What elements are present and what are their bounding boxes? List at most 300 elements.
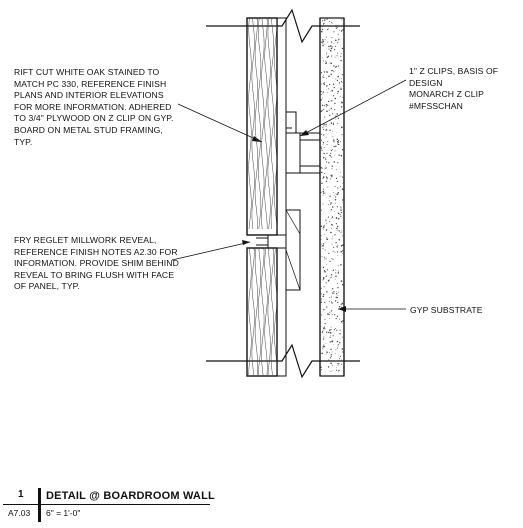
gyp-stipple-dot bbox=[330, 277, 331, 278]
gyp-stipple-dot bbox=[336, 228, 338, 230]
gyp-stipple-dot bbox=[338, 154, 339, 155]
gyp-stipple-dot bbox=[334, 211, 335, 212]
gyp-stipple-dot bbox=[336, 270, 337, 271]
gyp-stipple-dot bbox=[327, 269, 328, 270]
gyp-stipple-dot bbox=[327, 187, 328, 188]
gyp-stipple-dot bbox=[328, 49, 329, 50]
gyp-stipple-dot bbox=[321, 293, 322, 294]
gyp-stipple-dot bbox=[337, 341, 338, 342]
break-line-top bbox=[206, 10, 360, 42]
gyp-stipple-dot bbox=[333, 122, 334, 123]
gyp-stipple-dot bbox=[327, 57, 329, 59]
wood-grain-line bbox=[252, 249, 255, 375]
gyp-stipple-dot bbox=[328, 253, 329, 254]
gyp-stipple-dot bbox=[322, 245, 324, 247]
gyp-stipple-dot bbox=[328, 28, 329, 29]
gyp-stipple-dot bbox=[333, 71, 334, 72]
gyp-stipple-dot bbox=[332, 259, 333, 260]
gyp-stipple-dot bbox=[338, 272, 339, 273]
gyp-stipple-dot bbox=[321, 72, 322, 73]
gyp-stipple-dot bbox=[342, 284, 344, 286]
gyp-stipple-dot bbox=[335, 275, 337, 277]
gyp-stipple-dot bbox=[342, 82, 343, 83]
gyp-stipple-dot bbox=[323, 24, 324, 25]
gyp-stipple-dot bbox=[337, 348, 338, 349]
gyp-stipple-dot bbox=[340, 252, 341, 253]
gyp-stipple-dot bbox=[331, 156, 332, 157]
gyp-stipple-dot bbox=[333, 65, 334, 66]
gyp-stipple-dot bbox=[329, 196, 330, 197]
gyp-stipple-dot bbox=[334, 87, 335, 88]
gyp-stipple-dot bbox=[334, 234, 335, 235]
gyp-stipple-dot bbox=[323, 157, 324, 158]
wood-grain-line bbox=[268, 19, 271, 229]
gyp-stipple-dot bbox=[326, 276, 327, 277]
gyp-stipple-dot bbox=[331, 74, 332, 75]
gyp-stipple-dot bbox=[338, 370, 339, 371]
gyp-stipple-dot bbox=[322, 39, 324, 41]
gyp-stipple-dot bbox=[341, 321, 343, 323]
gyp-stipple-dot bbox=[324, 105, 325, 106]
gyp-stipple-dot bbox=[324, 286, 325, 287]
gyp-stipple-dot bbox=[322, 26, 323, 27]
gyp-stipple-dot bbox=[325, 130, 326, 131]
gyp-stipple-dot bbox=[336, 28, 337, 29]
gyp-stipple-dot bbox=[324, 82, 325, 83]
gyp-stipple-dot bbox=[322, 20, 323, 21]
gyp-stipple-dot bbox=[331, 22, 332, 23]
gyp-stipple-dot bbox=[320, 192, 321, 193]
reglet-reveal bbox=[247, 235, 286, 248]
gyp-stipple-dot bbox=[342, 176, 343, 177]
gyp-stipple-dot bbox=[340, 172, 341, 173]
gyp-stipple-dot bbox=[322, 256, 323, 257]
gyp-stipple-dot bbox=[328, 46, 330, 48]
wood-grain-line bbox=[252, 19, 255, 229]
gyp-stipple-dot bbox=[341, 245, 343, 247]
gyp-stipple-dot bbox=[326, 343, 327, 344]
gyp-stipple-dot bbox=[342, 183, 343, 184]
gyp-stipple-dot bbox=[322, 127, 323, 128]
gyp-stipple-dot bbox=[342, 177, 343, 178]
gyp-stipple-dot bbox=[331, 224, 333, 226]
wood-grain-line bbox=[258, 249, 261, 375]
gyp-stipple-dot bbox=[323, 337, 324, 338]
gyp-stipple-dot bbox=[330, 332, 331, 333]
gyp-stipple-dot bbox=[329, 84, 330, 85]
gyp-stipple-dot bbox=[332, 288, 333, 289]
gyp-stipple-dot bbox=[341, 280, 343, 282]
gyp-stipple-dot bbox=[333, 139, 334, 140]
gyp-stipple-dot bbox=[320, 91, 321, 92]
gyp-stipple-dot bbox=[341, 78, 342, 79]
gyp-stipple-dot bbox=[333, 344, 334, 345]
gyp-stipple-dot bbox=[329, 297, 330, 298]
wood-grain-line bbox=[258, 19, 261, 229]
note-z-clips: 1" Z CLIPS, BASIS OF DESIGN MONARCH Z CLIP #MFSSCHAN bbox=[409, 66, 499, 111]
gyp-stipple-dot bbox=[323, 75, 324, 76]
gyp-stipple-dot bbox=[338, 213, 340, 215]
gyp-stipple-dot bbox=[321, 172, 322, 173]
gyp-stipple-dot bbox=[339, 83, 340, 84]
gyp-stipple-dot bbox=[340, 60, 341, 61]
wood-grain-line bbox=[268, 249, 271, 375]
gyp-stipple-dot bbox=[321, 84, 322, 85]
gyp-stipple-dot bbox=[333, 31, 334, 32]
gyp-stipple-dot bbox=[331, 296, 332, 297]
gyp-stipple-dot bbox=[342, 323, 343, 324]
gyp-stipple-dot bbox=[337, 93, 338, 94]
gyp-stipple-dot bbox=[341, 231, 342, 232]
break-line-bottom bbox=[206, 345, 360, 377]
gyp-stipple-dot bbox=[335, 194, 336, 195]
gyp-stipple-dot bbox=[323, 338, 324, 339]
gyp-stipple-dot bbox=[331, 165, 332, 166]
gyp-stipple-dot bbox=[338, 192, 339, 193]
gyp-stipple-dot bbox=[333, 146, 334, 147]
gyp-stipple-dot bbox=[321, 353, 323, 355]
gyp-stipple-dot bbox=[342, 202, 343, 203]
gyp-stipple-dot bbox=[336, 169, 337, 170]
gyp-stipple-dot bbox=[332, 238, 333, 239]
gyp-stipple-dot bbox=[341, 360, 342, 361]
gyp-stipple-dot bbox=[336, 370, 337, 371]
gyp-stipple-dot bbox=[330, 357, 331, 358]
gyp-stipple-dot bbox=[321, 148, 322, 149]
gyp-stipple-dot bbox=[323, 345, 324, 346]
gyp-stipple-dot bbox=[326, 351, 328, 353]
gyp-stipple-dot bbox=[321, 111, 322, 112]
gyp-stipple-dot bbox=[329, 120, 330, 121]
gyp-stipple-dot bbox=[335, 57, 336, 58]
gyp-stipple-dot bbox=[323, 23, 324, 24]
gyp-stipple-dot bbox=[341, 304, 342, 305]
gyp-stipple-dot bbox=[321, 94, 322, 95]
gyp-stipple-dot bbox=[329, 318, 330, 319]
gyp-stipple-dot bbox=[337, 162, 338, 163]
gyp-stipple-dot bbox=[325, 39, 326, 40]
gyp-stipple-dot bbox=[323, 191, 325, 193]
gyp-stipple-dot bbox=[342, 97, 343, 98]
gyp-stipple-dot bbox=[342, 74, 343, 75]
gyp-stipple-dot bbox=[324, 173, 325, 174]
gyp-stipple-dot bbox=[322, 332, 323, 333]
gyp-stipple-dot bbox=[341, 101, 342, 102]
gyp-stipple-dot bbox=[331, 63, 332, 64]
gyp-stipple-dot bbox=[326, 223, 327, 224]
note-white-oak-panel: RIFT CUT WHITE OAK STAINED TO MATCH PC 330, REFERENCE FINISH PLANS AND INTERIOR ELEVATIONS FOR MORE INFORMATION. ADHERED TO 3/4" PLYWOOD ON Z CLIP ON GYP. BOARD ON METAL STUD FRAMING, TYP. bbox=[14, 67, 174, 147]
gyp-stipple-dot bbox=[332, 113, 333, 114]
gyp-stipple-dot bbox=[336, 193, 338, 195]
gyp-stipple-dot bbox=[335, 196, 336, 197]
gyp-stipple-dot bbox=[333, 141, 334, 142]
gyp-stipple-dot bbox=[329, 352, 330, 353]
gyp-stipple-dot bbox=[342, 303, 344, 305]
gyp-stipple-dot bbox=[323, 129, 324, 130]
gyp-stipple-dot bbox=[337, 143, 338, 144]
gyp-stipple-dot bbox=[333, 83, 334, 84]
gyp-stipple-dot bbox=[326, 104, 328, 106]
gyp-stipple-dot bbox=[321, 134, 322, 135]
gyp-stipple-dot bbox=[329, 261, 330, 262]
gyp-stipple-dot bbox=[330, 232, 332, 234]
gyp-stipple-dot bbox=[324, 19, 325, 20]
gyp-stipple-dot bbox=[325, 126, 326, 127]
gyp-stipple-dot bbox=[326, 291, 327, 292]
gyp-stipple-dot bbox=[329, 155, 330, 156]
gyp-stipple-dot bbox=[321, 146, 322, 147]
gyp-stipple-dot bbox=[323, 277, 325, 279]
gyp-stipple-dot bbox=[336, 330, 337, 331]
gyp-stipple-dot bbox=[321, 314, 322, 315]
gyp-stipple-dot bbox=[334, 43, 335, 44]
gyp-stipple-dot bbox=[342, 244, 343, 245]
gyp-stipple-dot bbox=[330, 153, 331, 154]
gyp-stipple-dot bbox=[336, 297, 337, 298]
title-divider-bar bbox=[38, 488, 41, 522]
gyp-stipple-dot bbox=[342, 48, 343, 49]
gyp-stipple-dot bbox=[333, 26, 334, 27]
gyp-stipple-dot bbox=[332, 206, 334, 208]
gyp-stipple-dot bbox=[323, 330, 324, 331]
gyp-stipple-dot bbox=[329, 21, 330, 22]
gyp-stipple-dot bbox=[331, 100, 332, 101]
gyp-stipple-dot bbox=[325, 166, 326, 167]
gyp-stipple-dot bbox=[331, 37, 332, 38]
gyp-stipple-dot bbox=[332, 244, 333, 245]
gyp-stipple-dot bbox=[325, 168, 326, 169]
gyp-stipple-dot bbox=[329, 279, 330, 280]
gyp-stipple-dot bbox=[323, 126, 324, 127]
gyp-stipple-dot bbox=[331, 274, 332, 275]
gyp-stipple-dot bbox=[324, 328, 325, 329]
gyp-stipple-dot bbox=[335, 79, 336, 80]
gyp-stipple-dot bbox=[338, 365, 339, 366]
gyp-stipple-dot bbox=[331, 91, 332, 92]
gyp-stipple-dot bbox=[323, 60, 324, 61]
gyp-stipple-dot bbox=[326, 237, 327, 238]
gyp-stipple-dot bbox=[339, 30, 340, 31]
gyp-stipple-dot bbox=[329, 115, 330, 116]
gyp-stipple-dot bbox=[335, 269, 336, 270]
gyp-stipple-dot bbox=[342, 320, 343, 321]
gyp-stipple-dot bbox=[337, 363, 338, 364]
gyp-stipple-dot bbox=[334, 155, 335, 156]
gyp-stipple-dot bbox=[335, 203, 336, 204]
gyp-stipple-dot bbox=[341, 19, 342, 20]
gyp-stipple-dot bbox=[326, 264, 327, 265]
gyp-stipple-dot bbox=[322, 348, 323, 349]
gyp-stipple-dot bbox=[322, 105, 323, 106]
gyp-stipple-dot bbox=[331, 123, 332, 124]
gyp-stipple-dot bbox=[335, 300, 336, 301]
gyp-stipple-dot bbox=[327, 92, 328, 93]
gyp-stipple-dot bbox=[330, 178, 331, 179]
gyp-stipple-dot bbox=[326, 332, 327, 333]
gyp-stipple-dot bbox=[331, 209, 332, 210]
gyp-stipple-dot bbox=[331, 108, 332, 109]
gyp-stipple-dot bbox=[326, 158, 327, 159]
gyp-stipple-dot bbox=[340, 141, 341, 142]
gyp-stipple-dot bbox=[339, 79, 340, 80]
shim-diagonals bbox=[286, 210, 300, 290]
note-reglet-reveal: FRY REGLET MILLWORK REVEAL, REFERENCE FINISH NOTES A2.30 FOR INFORMATION. PROVIDE SHIM BEHIND REVEAL TO BRING FLUSH WITH FACE OF PANEL, TYP. bbox=[14, 235, 179, 292]
gyp-stipple-dot bbox=[337, 245, 338, 246]
gyp-stipple-dot bbox=[332, 90, 334, 92]
gyp-stipple-dot bbox=[328, 366, 329, 367]
gyp-stipple-dot bbox=[334, 150, 335, 151]
gyp-stipple-dot bbox=[331, 118, 332, 119]
gyp-stipple-dot bbox=[324, 71, 325, 72]
gyp-stipple-dot bbox=[329, 200, 330, 201]
gyp-stipple-dot bbox=[337, 141, 338, 142]
gyp-stipple-dot bbox=[322, 43, 323, 44]
gyp-stipple-dot bbox=[336, 367, 337, 368]
gyp-stipple-dot bbox=[328, 76, 330, 78]
gyp-stipple-dot bbox=[328, 162, 329, 163]
gyp-stipple-dot bbox=[327, 42, 328, 43]
gyp-stipple-dot bbox=[338, 118, 339, 119]
gyp-stipple-dot bbox=[342, 188, 344, 190]
gyp-stipple-dot bbox=[324, 234, 325, 235]
detail-scale: 6" = 1'-0" bbox=[46, 508, 81, 518]
gyp-stipple-dot bbox=[328, 101, 329, 102]
gyp-stipple-dot bbox=[334, 161, 335, 162]
gyp-stipple-dot bbox=[328, 216, 329, 217]
gyp-stipple-dot bbox=[323, 195, 324, 196]
gyp-stipple-dot bbox=[331, 310, 332, 311]
gyp-stipple-dot bbox=[329, 221, 330, 222]
gyp-stipple-dot bbox=[323, 248, 324, 249]
gyp-stipple-dot bbox=[339, 88, 340, 89]
gyp-stipple-dot bbox=[321, 300, 322, 301]
gyp-stipple-dot bbox=[332, 370, 333, 371]
gyp-stipple-dot bbox=[324, 77, 325, 78]
gyp-stipple-dot bbox=[339, 333, 340, 334]
gyp-stipple-dot bbox=[338, 140, 339, 141]
gyp-stipple-dot bbox=[323, 176, 324, 177]
gyp-stipple-dot bbox=[332, 340, 334, 342]
gyp-stipple-dot bbox=[323, 226, 325, 228]
gyp-stipple-dot bbox=[338, 255, 339, 256]
gyp-stipple-dot bbox=[331, 258, 332, 259]
gyp-stipple-dot bbox=[326, 106, 327, 107]
gyp-stipple-dot bbox=[333, 95, 334, 96]
gyp-stipple-dot bbox=[330, 341, 331, 342]
gyp-stipple-dot bbox=[326, 283, 327, 284]
gyp-stipple-dot bbox=[322, 29, 323, 30]
gyp-stipple-dot bbox=[327, 141, 328, 142]
gyp-stipple-dot bbox=[323, 204, 324, 205]
gyp-stipple-dot bbox=[339, 319, 340, 320]
gyp-stipple-dot bbox=[337, 297, 338, 298]
gyp-stipple-dot bbox=[332, 46, 333, 47]
gyp-stipple-dot bbox=[321, 246, 322, 247]
z-clip-profile bbox=[286, 133, 320, 173]
gyp-stipple-dot bbox=[337, 139, 339, 141]
gyp-stipple-dot bbox=[337, 230, 338, 231]
gyp-stipple-dot bbox=[338, 292, 339, 293]
gyp-stipple-dot bbox=[321, 226, 322, 227]
gyp-stipple-dot bbox=[339, 358, 340, 359]
gyp-stipple-dot bbox=[333, 293, 334, 294]
gyp-stipple-dot bbox=[341, 364, 342, 365]
gyp-stipple-dot bbox=[340, 356, 341, 357]
gyp-stipple-dot bbox=[323, 328, 324, 329]
gyp-stipple-dot bbox=[341, 88, 342, 89]
gyp-stipple-dot bbox=[324, 271, 326, 273]
gyp-stipple-dot bbox=[342, 113, 343, 114]
gyp-stipple-dot bbox=[325, 61, 326, 62]
gyp-stipple-dot bbox=[326, 78, 327, 79]
gyp-stipple-dot bbox=[338, 66, 339, 67]
gyp-stipple-dot bbox=[328, 332, 329, 333]
gyp-stipple-dot bbox=[337, 91, 339, 93]
gyp-stipple-dot bbox=[323, 135, 324, 136]
gyp-stipple-dot bbox=[323, 91, 324, 92]
wood-grain-line bbox=[271, 19, 274, 229]
gyp-stipple-dot bbox=[335, 328, 336, 329]
gyp-stipple-dot bbox=[328, 88, 329, 89]
gyp-stipple-dot bbox=[337, 302, 338, 303]
gyp-stipple-dot bbox=[342, 149, 343, 150]
gyp-stipple-dot bbox=[333, 123, 334, 124]
gyp-stipple-dot bbox=[337, 251, 338, 252]
gyp-stipple-dot bbox=[321, 239, 322, 240]
gyp-stipple-dot bbox=[336, 318, 337, 319]
gyp-stipple-dot bbox=[329, 314, 330, 315]
gyp-stipple-dot bbox=[331, 48, 333, 50]
gyp-stipple-dot bbox=[326, 153, 327, 154]
gyp-stipple-dot bbox=[342, 352, 343, 353]
gyp-stipple-dot bbox=[331, 327, 332, 328]
gyp-stipple-dot bbox=[323, 142, 324, 143]
gyp-stipple-dot bbox=[337, 283, 338, 284]
gyp-stipple-dot bbox=[331, 228, 332, 229]
gyp-stipple-dot bbox=[323, 153, 325, 155]
gyp-stipple-dot bbox=[337, 187, 338, 188]
gyp-stipple-dot bbox=[341, 251, 342, 252]
gyp-stipple-dot bbox=[335, 66, 336, 67]
gyp-stipple-dot bbox=[326, 129, 328, 131]
gyp-stipple-dot bbox=[334, 195, 335, 196]
title-underline bbox=[3, 504, 210, 505]
gyp-stipple-dot bbox=[329, 312, 330, 313]
gyp-stipple-dot bbox=[337, 133, 338, 134]
gyp-stipple-dot bbox=[322, 98, 323, 99]
gyp-stipple-dot bbox=[328, 204, 329, 205]
gyp-stipple-dot bbox=[326, 37, 327, 38]
gyp-stipple-dot bbox=[326, 282, 327, 283]
gyp-stipple-dot bbox=[331, 301, 332, 302]
gyp-stipple-dot bbox=[324, 259, 325, 260]
gyp-stipple-dot bbox=[323, 41, 324, 42]
gyp-stipple-dot bbox=[332, 149, 333, 150]
gyp-stipple-dot bbox=[336, 293, 337, 294]
gyp-stipple-dot bbox=[338, 218, 340, 220]
gyp-stipple-dot bbox=[323, 124, 324, 125]
gyp-stipple-dot bbox=[330, 50, 332, 52]
gyp-stipple-dot bbox=[322, 296, 324, 298]
gyp-stipple-dot bbox=[335, 119, 336, 120]
gyp-stipple-dot bbox=[326, 52, 327, 53]
gyp-stipple-dot bbox=[342, 235, 343, 236]
gyp-stipple-dot bbox=[335, 98, 337, 100]
gyp-stipple-dot bbox=[337, 42, 338, 43]
gyp-stipple-dot bbox=[338, 344, 339, 345]
gyp-stipple-dot bbox=[321, 302, 322, 303]
gyp-stipple-dot bbox=[335, 279, 336, 280]
